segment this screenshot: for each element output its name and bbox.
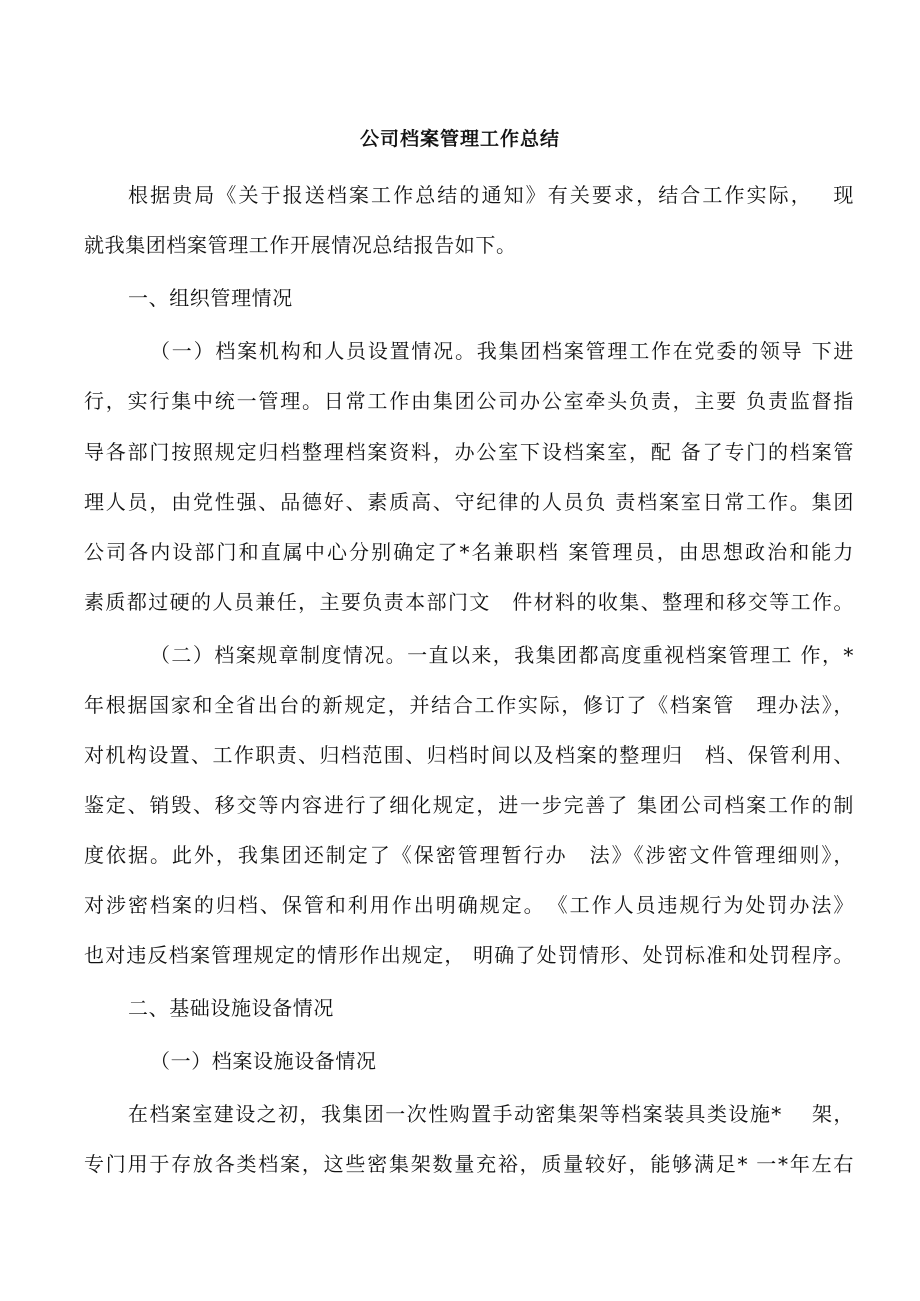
paragraph-line: 鉴定、销毁、移交等内容进行了细化规定，进一步完善了 集团公司档案工作的制 <box>84 793 854 817</box>
paragraph-line: 就我集团档案管理工作开展情况总结报告如下。 <box>84 233 517 257</box>
paragraph-line: 对机构设置、工作职责、归档范围、归档时间以及档案的整理归 档、保管利用、 <box>84 743 854 767</box>
paragraph-line: （二）档案规章制度情况。一直以来，我集团都高度重视档案管理工 作，* <box>150 643 854 667</box>
page-title: 公司档案管理工作总结 <box>359 128 560 150</box>
paragraph-line: 行，实行集中统一管理。日常工作由集团公司办公室牵头负责，主要 负责监督指 <box>84 389 854 413</box>
section-heading: 一、组织管理情况 <box>128 286 293 310</box>
paragraph-line: 在档案室建设之初，我集团一次性购置手动密集架等档案装具类设施* 架， <box>128 1102 854 1126</box>
paragraph-line: 也对违反档案管理规定的情形作出规定， 明确了处罚情形、处罚标准和处罚程序。 <box>84 943 854 967</box>
paragraph-line: 理人员，由党性强、品德好、素质高、守纪律的人员负 责档案室日常工作。集团 <box>84 490 854 514</box>
paragraph-line: 度依据。此外，我集团还制定了《保密管理暂行办 法》《涉密文件管理细则》， <box>84 843 854 867</box>
paragraph-line: 根据贵局《关于报送档案工作总结的通知》有关要求，结合工作实际， 现 <box>128 183 854 207</box>
paragraph-line: 素质都过硬的人员兼任，主要负责本部门文 件材料的收集、整理和移交等工作。 <box>84 590 854 614</box>
paragraph-line: （一）档案机构和人员设置情况。我集团档案管理工作在党委的领导 下进 <box>150 339 854 363</box>
paragraph-line: 专门用于存放各类档案，这些密集架数量充裕，质量较好，能够满足* 一*年左右 <box>84 1152 854 1176</box>
paragraph-line: 年根据国家和全省出台的新规定，并结合工作实际，修订了《档案管 理办法》， <box>84 693 854 717</box>
paragraph-line: 导各部门按照规定归档整理档案资料，办公室下设档案室，配 备了专门的档案管 <box>84 440 854 464</box>
subsection-heading: （一）档案设施设备情况 <box>150 1049 377 1073</box>
paragraph-line: 公司各内设部门和直属中心分别确定了*名兼职档 案管理员，由思想政治和能力 <box>84 540 854 564</box>
section-heading: 二、基础设施设备情况 <box>128 996 334 1020</box>
paragraph-line: 对涉密档案的归档、保管和利用作出明确规定。 《工作人员违规行为处罚办法》 <box>84 893 854 917</box>
